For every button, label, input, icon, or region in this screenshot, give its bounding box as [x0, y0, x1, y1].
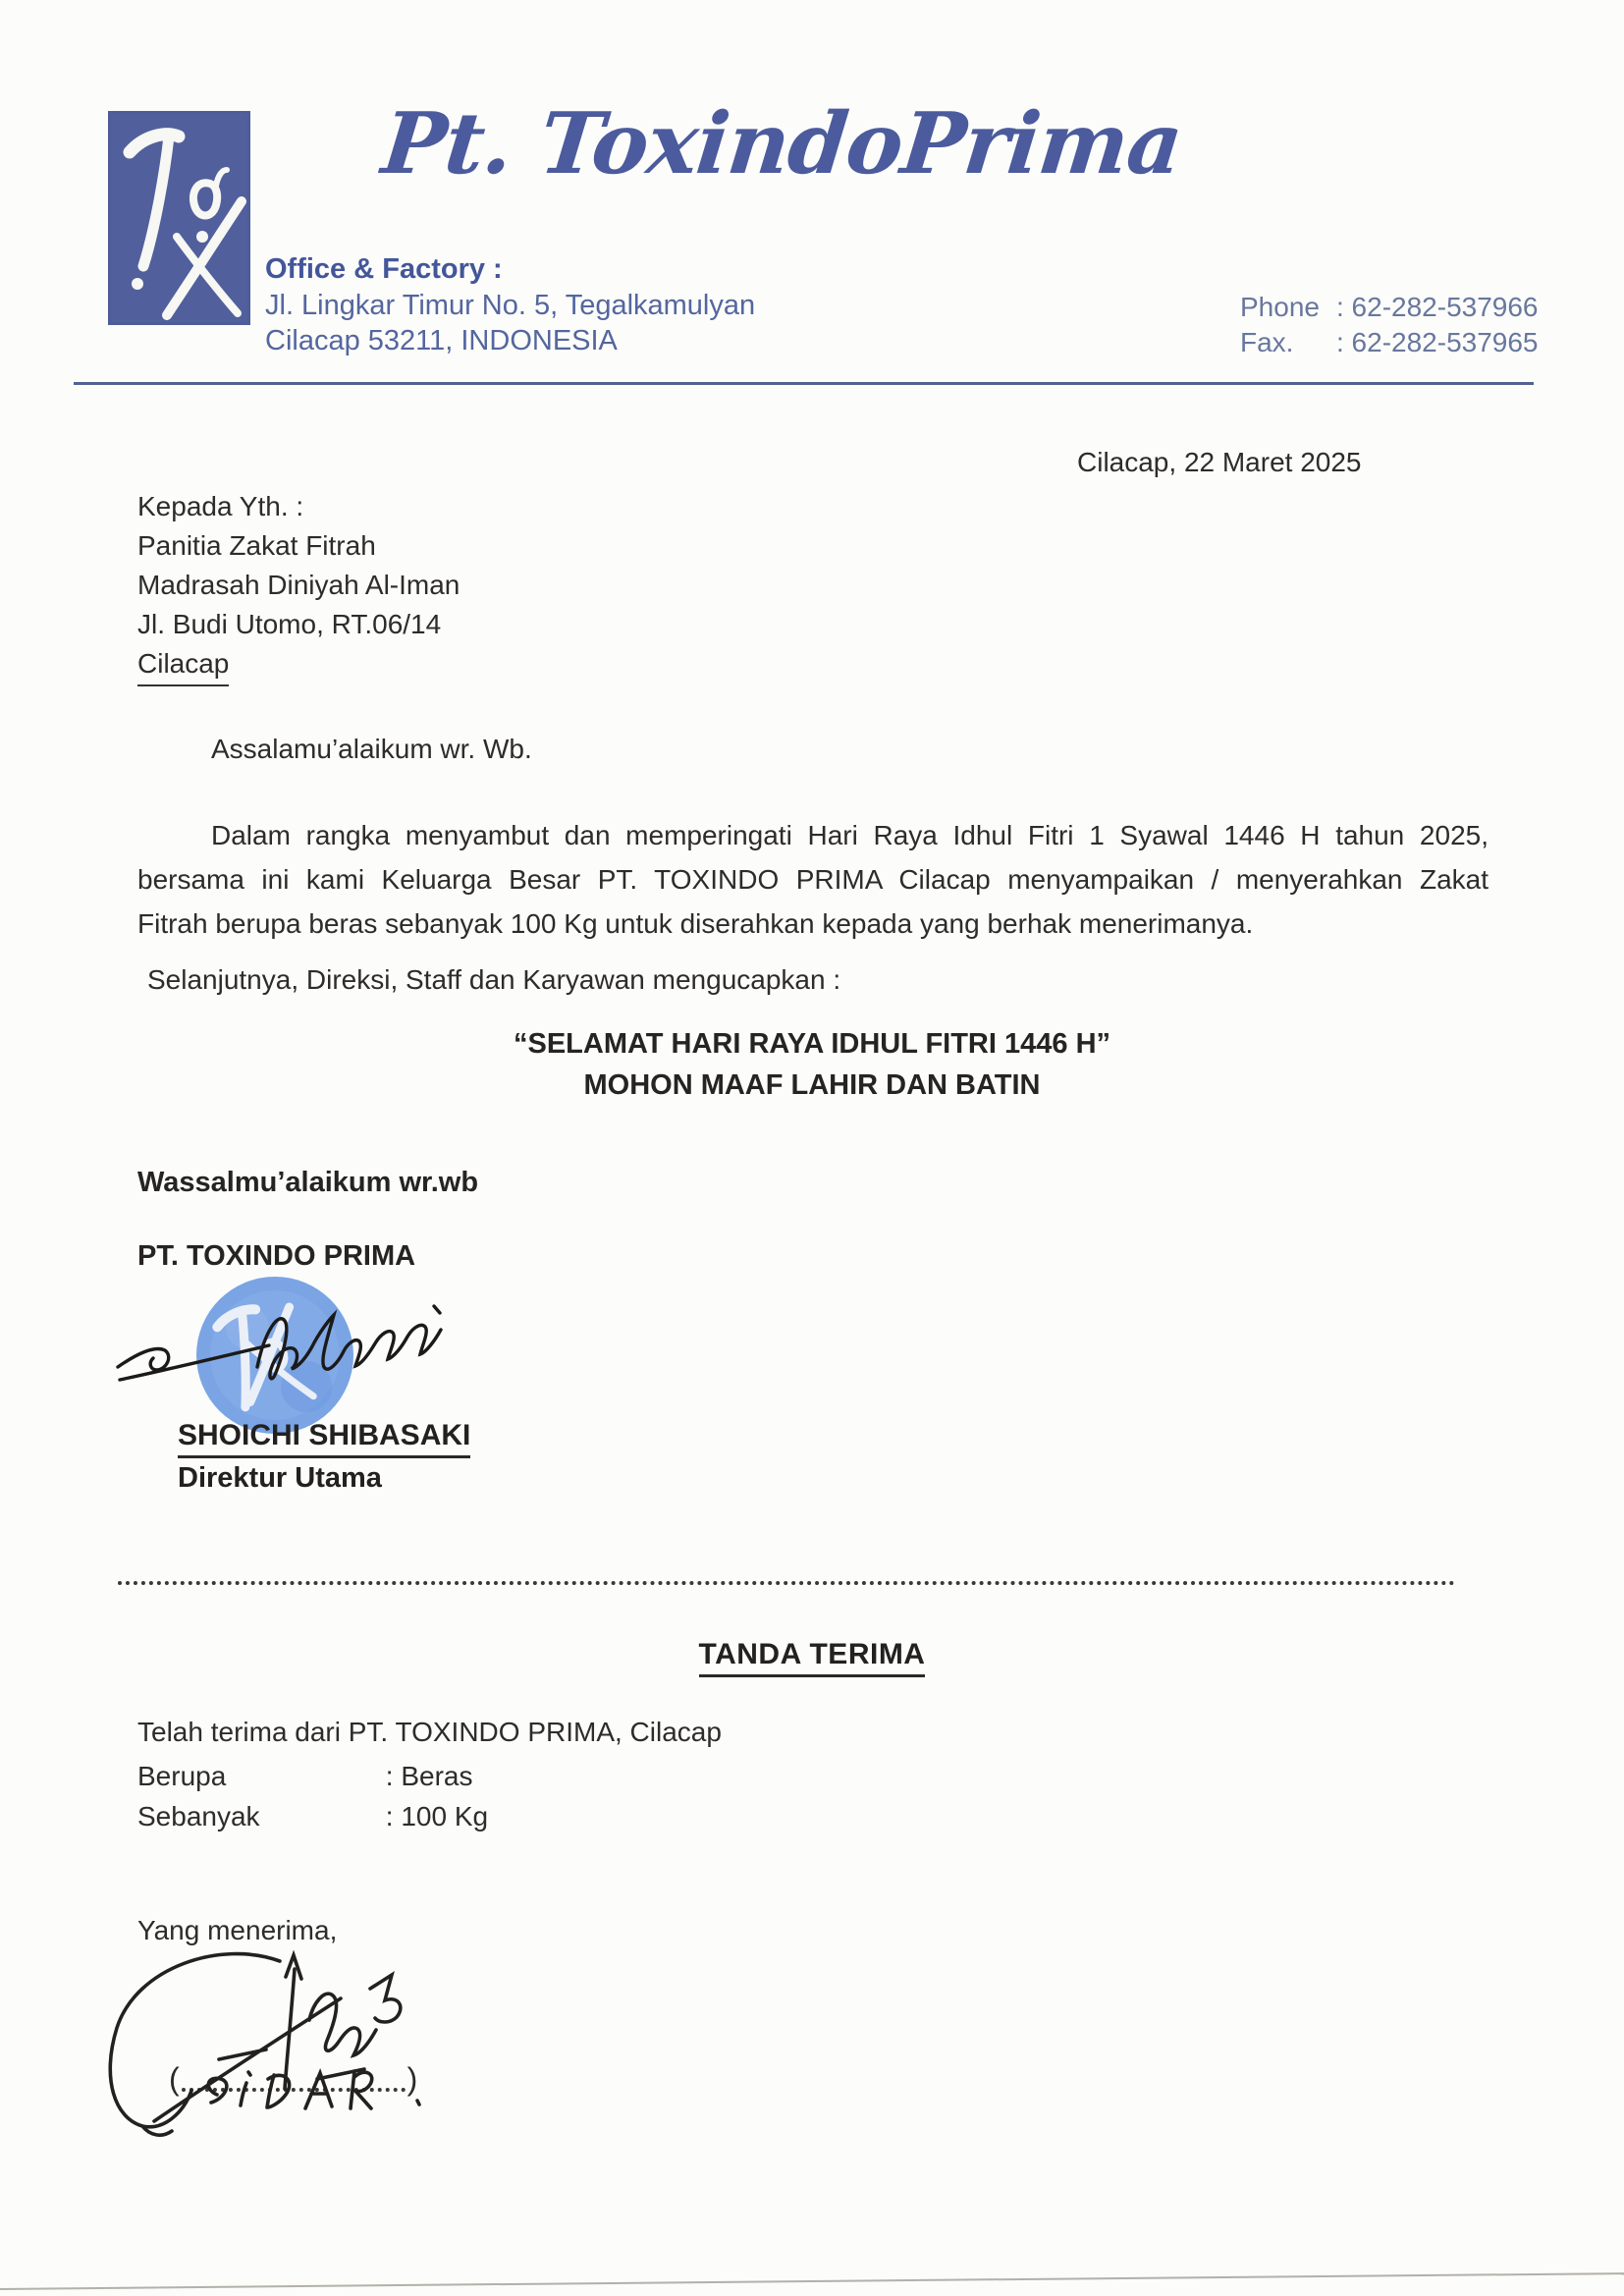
recipient-line: Jl. Budi Utomo, RT.06/14	[137, 609, 442, 639]
company-script-title: Pt. ToxindoPrima	[377, 94, 1187, 193]
greeting-line-2: MOHON MAAF LAHIR DAN BATIN	[583, 1069, 1041, 1101]
letterhead-divider	[74, 382, 1534, 385]
receiver-signature-icon	[93, 1940, 486, 2165]
phone-value: : 62-282-537966	[1336, 292, 1539, 322]
tox-logo-icon	[108, 111, 250, 325]
paren-close: )	[406, 2061, 418, 2097]
signing-company-name: PT. TOXINDO PRIMA	[137, 1240, 416, 1272]
receipt-title-wrap	[0, 1638, 1624, 1677]
receipt-value: : Beras	[385, 1761, 473, 1791]
body-line: Fitrah berupa beras sebanyak 100 Kg untuk diserahkan kepada yang berhak menerimanya.	[137, 908, 1254, 939]
recipient-line: Madrasah Diniyah Al-Iman	[137, 570, 460, 600]
company-logo	[108, 111, 250, 325]
receipt-title: TANDA TERIMA	[699, 1638, 926, 1677]
signer-name: SHOICHI SHIBASAKI	[178, 1419, 470, 1458]
fax-value: : 62-282-537965	[1336, 327, 1539, 357]
closing-salutation: Wassalmu’alaikum wr.wb	[137, 1167, 479, 1198]
address-line-2: Cilacap 53211, INDONESIA	[265, 325, 618, 356]
recipient-line: Kepada Yth. :	[137, 491, 304, 521]
recipient-line: Panitia Zakat Fitrah	[137, 530, 376, 561]
recipient-block	[137, 487, 460, 686]
contact-block	[1240, 290, 1539, 360]
signer-title: Direktur Utama	[178, 1462, 382, 1494]
body-line: bersama ini kami Keluarga Besar PT. TOXINDO PRIMA Cilacap menyampaikan / menyerahkan Zakat	[137, 864, 1489, 895]
date-line: Cilacap, 22 Maret 2025	[1077, 447, 1362, 477]
receipt-intro: Telah terima dari PT. TOXINDO PRIMA, Cilacap	[137, 1717, 722, 1747]
receipt-label: Berupa	[137, 1761, 227, 1791]
fax-row	[1240, 325, 1539, 360]
body-paragraph	[137, 813, 1489, 946]
scan-edge-artifact	[0, 2272, 1624, 2290]
phone-label: Phone	[1240, 292, 1320, 322]
receipt-rows	[137, 1756, 488, 1836]
greeting-line-1: “SELAMAT HARI RAYA IDHUL FITRI 1446 H”	[513, 1028, 1111, 1060]
receipt-value: : 100 Kg	[385, 1801, 489, 1831]
address-line-1: Jl. Lingkar Timur No. 5, Tegalkamulyan	[265, 290, 756, 321]
dotted-divider	[118, 1581, 1455, 1585]
fax-label: Fax.	[1240, 327, 1294, 357]
body-line: Dalam rangka menyambut dan memperingati Hari Raya Idhul Fitri 1 Syawal 1446 H tahun 2025,	[211, 820, 1489, 850]
receiver-signature	[93, 1940, 486, 2165]
salutation: Assalamu’alaikum wr. Wb.	[211, 734, 532, 764]
receipt-label: Sebanyak	[137, 1801, 260, 1831]
recipient-city: Cilacap	[137, 644, 229, 686]
phone-row	[1240, 290, 1539, 325]
announcement-line: Selanjutnya, Direksi, Staff dan Karyawan mengucapkan :	[147, 964, 841, 995]
receiver-label: Yang menerima,	[137, 1915, 338, 1945]
receipt-row	[137, 1796, 488, 1836]
receipt-row	[137, 1756, 488, 1796]
holiday-greeting	[0, 1023, 1624, 1106]
office-factory-label: Office & Factory :	[265, 253, 503, 285]
paren-open: (	[169, 2061, 180, 2097]
